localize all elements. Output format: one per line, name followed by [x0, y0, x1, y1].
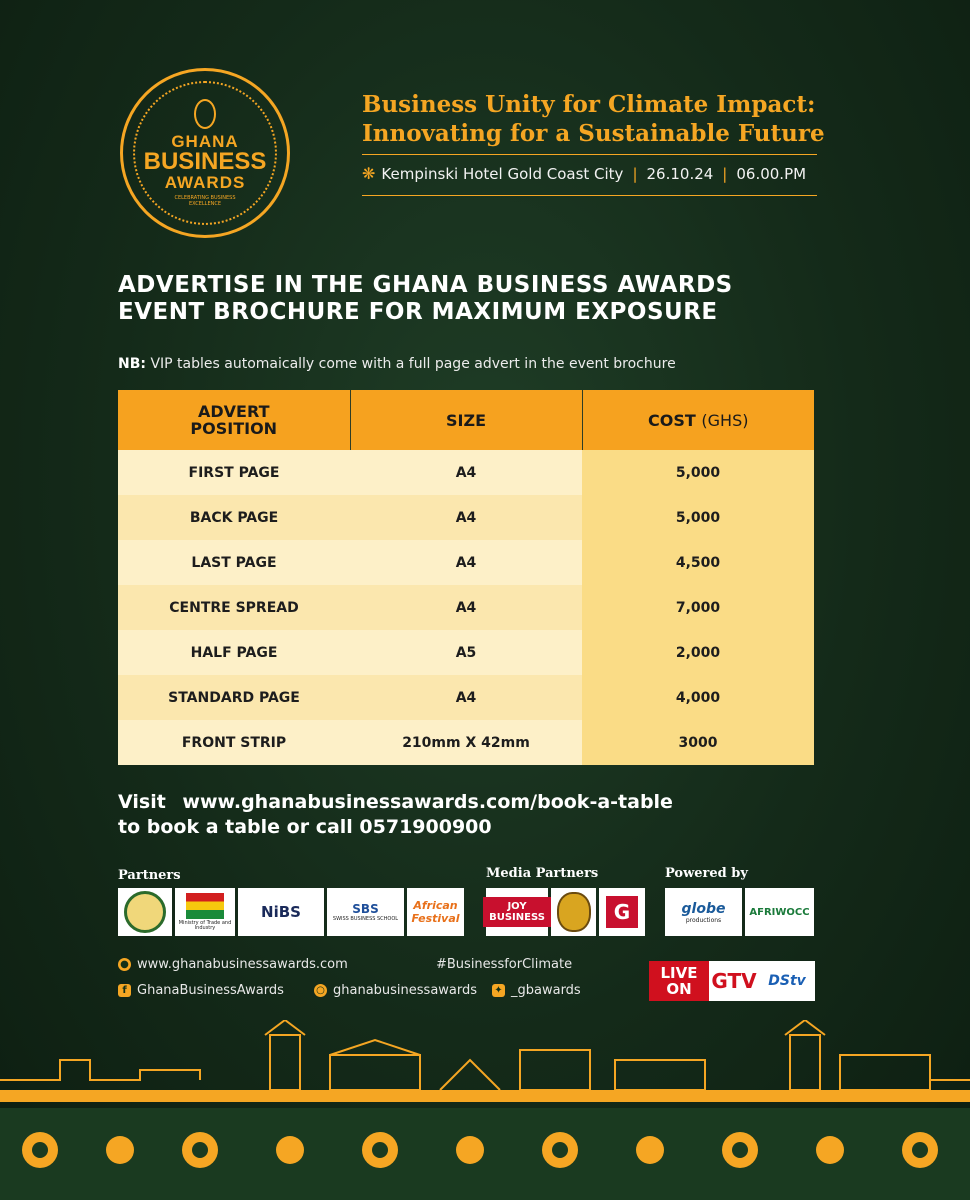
live-on-label: [649, 961, 709, 1001]
divider-bottom: [362, 195, 817, 196]
partner-african-festival-logo: [407, 888, 464, 936]
partner-sbs-logo: [327, 888, 404, 936]
cell-cost: 2,000: [582, 630, 814, 675]
on-text: ON: [666, 980, 692, 998]
globe-productions-logo: [665, 888, 742, 936]
instagram-contact: [314, 983, 477, 998]
booking-link[interactable]: www.ghanabusinessawards.com/book-a-table: [182, 791, 673, 813]
cell-size: A4: [350, 585, 582, 630]
facebook-icon: f: [118, 984, 131, 997]
cell-position: CENTRE SPREAD: [118, 585, 350, 630]
cell-size: 210mm X 42mm: [350, 720, 582, 765]
visit-label: Visit: [118, 791, 166, 813]
twitter-handle[interactable]: _gbawards: [511, 983, 581, 998]
globe-label: globe: [681, 900, 726, 917]
cell-size: A4: [350, 450, 582, 495]
gtv-logo: GTV: [711, 969, 757, 993]
separator: |: [722, 164, 728, 183]
table-row: [118, 630, 814, 675]
cell-position: FRONT STRIP: [118, 720, 350, 765]
partner-nibs-logo: [238, 888, 324, 936]
cell-position: HALF PAGE: [118, 630, 350, 675]
website-contact: [118, 957, 348, 972]
live-text: LIVE: [660, 964, 698, 982]
table-header-row: [118, 390, 814, 450]
page-title: ADVERTISE IN THE GHANA BUSINESS AWARDS EVENT BROCHURE FOR MAXIMUM EXPOSURE: [118, 272, 733, 325]
cell-position: LAST PAGE: [118, 540, 350, 585]
g-label: G: [606, 896, 638, 928]
skyline-decoration: [0, 1020, 970, 1200]
header-advert-position: [118, 390, 350, 450]
cell-position: BACK PAGE: [118, 495, 350, 540]
partners-title: Partners: [118, 868, 181, 883]
cell-cost: 4,500: [582, 540, 814, 585]
header-position-line2: POSITION: [190, 419, 278, 438]
media-crest-logo: [551, 888, 596, 936]
table-row: [118, 720, 814, 765]
call-line: to book a table or call 0571900900: [118, 816, 492, 838]
crest-icon: [557, 892, 591, 932]
logo-tagline: CELEBRATING BUSINESS EXCELLENCE: [174, 195, 236, 207]
pattern-icon: ❋: [362, 164, 376, 183]
media-g-logo: [599, 888, 645, 936]
event-time: 06.00.PM: [736, 164, 807, 183]
media-partners-title: Media Partners: [486, 866, 599, 881]
partner-ministry-logo: [175, 888, 235, 936]
sbs-sublabel: SWISS BUSINESS SCHOOL: [332, 916, 399, 922]
cell-cost: 5,000: [582, 495, 814, 540]
header-size: SIZE: [350, 390, 582, 450]
header-cost-unit: (GHS): [701, 410, 749, 430]
logo-line3: AWARDS: [164, 173, 246, 192]
header-cost-label: COST: [648, 410, 696, 430]
theme-line1: Business Unity for Climate Impact:: [362, 91, 816, 118]
powered-by-title: Powered by: [665, 866, 748, 881]
joy-business-label: JOY BUSINESS: [483, 897, 551, 927]
nibs-label: NiBS: [261, 903, 301, 921]
table-row: [118, 585, 814, 630]
globe-sublabel: productions: [685, 916, 722, 924]
instagram-handle[interactable]: ghanabusinessawards: [333, 983, 478, 998]
divider-top: [362, 154, 817, 155]
hashtag: [436, 957, 572, 972]
table-row: [118, 450, 814, 495]
theme-line2: Innovating for a Sustainable Future: [362, 120, 825, 147]
header-position-line1: ADVERT: [198, 402, 270, 421]
website-link[interactable]: www.ghanabusinessawards.com: [137, 957, 348, 972]
cell-position: FIRST PAGE: [118, 450, 350, 495]
table-row: [118, 540, 814, 585]
facebook-handle[interactable]: GhanaBusinessAwards: [137, 983, 284, 998]
cell-cost: 4,000: [582, 675, 814, 720]
coat-of-arms-icon: [124, 891, 166, 933]
ghana-business-awards-logo: [120, 68, 290, 238]
twitter-contact: [492, 983, 581, 998]
cell-size: A5: [350, 630, 582, 675]
note-text: VIP tables automaically come with a full page advert in the event brochure: [150, 356, 676, 372]
afriwocc-label: AFRIWOCC: [749, 906, 810, 918]
ghana-flag-icon: [186, 893, 224, 919]
twitter-icon: ✦: [492, 984, 505, 997]
logo-line1: GHANA: [171, 132, 239, 151]
cell-position: STANDARD PAGE: [118, 675, 350, 720]
separator: |: [632, 164, 638, 183]
logo-line2: BUSINESS: [143, 148, 267, 175]
vip-note: [118, 356, 676, 372]
partner-coat-of-arms-logo: [118, 888, 172, 936]
table-row: [118, 675, 814, 720]
globe-icon: ●: [118, 958, 131, 971]
header-cost: [582, 390, 814, 450]
facebook-contact: [118, 983, 284, 998]
event-date: 26.10.24: [646, 164, 714, 183]
logo-dotted-ring: [133, 81, 277, 225]
table-row: [118, 495, 814, 540]
ministry-label: Ministry of Trade and Industry: [178, 920, 232, 931]
booking-cta: [118, 790, 673, 840]
note-label: NB:: [118, 356, 146, 372]
live-on-banner: [649, 961, 815, 1001]
cell-cost: 5,000: [582, 450, 814, 495]
sbs-label: SBS: [352, 902, 379, 916]
event-venue: Kempinski Hotel Gold Coast City: [381, 164, 624, 183]
advert-rates-table: [118, 390, 814, 765]
hashtag-text: #BusinessforClimate: [436, 957, 573, 972]
dstv-logo: DStv: [768, 973, 806, 989]
afriwocc-logo: [745, 888, 814, 936]
event-details: [362, 164, 806, 183]
cell-size: A4: [350, 495, 582, 540]
cell-size: A4: [350, 675, 582, 720]
media-joy-business-logo: [486, 888, 548, 936]
cell-cost: 7,000: [582, 585, 814, 630]
instagram-icon: ○: [314, 984, 327, 997]
visit-line: [118, 790, 673, 815]
cell-cost: 3000: [582, 720, 814, 765]
event-theme: [362, 90, 832, 148]
cell-size: A4: [350, 540, 582, 585]
african-festival-label: African Festival: [411, 899, 460, 925]
